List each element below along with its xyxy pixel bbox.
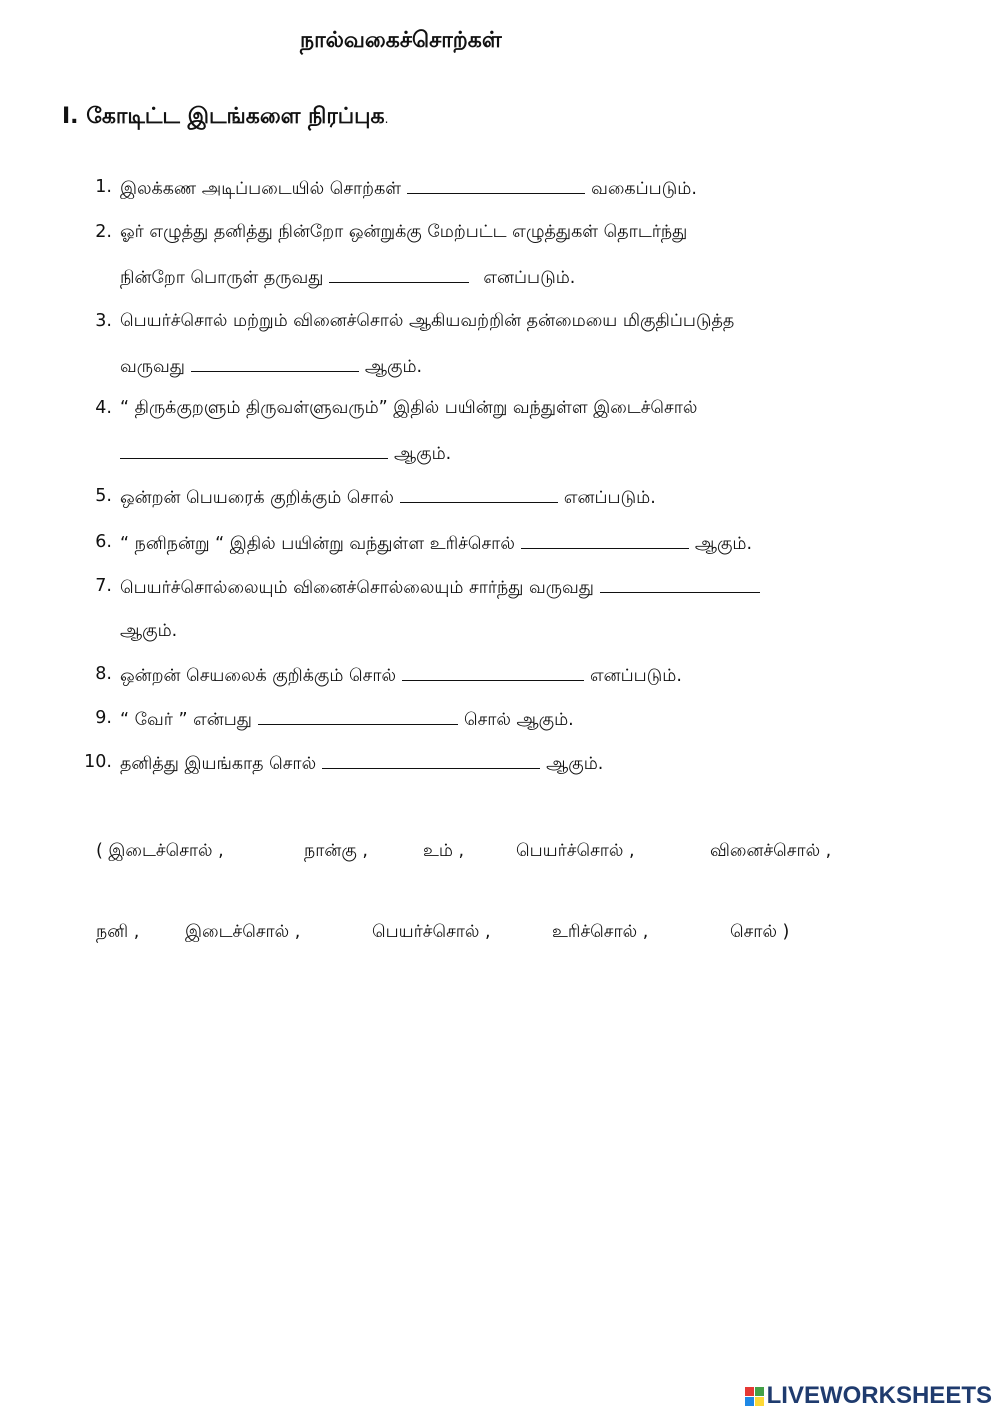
word-option: பெயர்ச்சொல் , bbox=[516, 841, 635, 861]
word-option: சொல் ) bbox=[730, 922, 790, 942]
question-text: ஆகும். bbox=[364, 357, 423, 377]
question-text: நின்றோ பொருள் தருவது bbox=[120, 268, 324, 288]
question-text: “ திருக்குறளும் திருவள்ளுவரும்” இதில் பயின்று வந்துள்ள இடைச்சொல் bbox=[120, 398, 698, 418]
word-option: உம் , bbox=[423, 841, 465, 861]
brand-name: LIVEWORKSHEETS bbox=[766, 1382, 992, 1409]
answer-blank-9[interactable] bbox=[258, 707, 458, 725]
liveworksheets-logo-icon bbox=[745, 1387, 764, 1406]
question-text: பெயர்ச்சொல் மற்றும் வினைச்சொல் ஆகியவற்றின் தன்மையை மிகுதிப்படுத்த bbox=[120, 311, 735, 331]
answer-blank-7[interactable] bbox=[600, 575, 760, 593]
question-text: பெயர்ச்சொல்லையும் வினைச்சொல்லையும் சார்ந்து வருவது bbox=[120, 578, 594, 598]
word-option: நான்கு , bbox=[304, 841, 368, 861]
question-number: 7. bbox=[95, 576, 112, 596]
answer-blank-10[interactable] bbox=[322, 751, 540, 769]
question-text: ஆகும். bbox=[120, 621, 178, 641]
question-number: 8. bbox=[95, 664, 112, 684]
question-text: எனப்படும். bbox=[483, 268, 576, 288]
question-number: 4. bbox=[95, 398, 112, 418]
question-text: “ வேர் ” என்பது bbox=[120, 710, 252, 730]
question-text: இலக்கண அடிப்படையில் சொற்கள் bbox=[120, 179, 402, 199]
question-text: ஓர் எழுத்து தனித்து நின்றோ ஒன்றுக்கு மேற்பட்ட எழுத்துகள் தொடர்ந்து bbox=[120, 222, 688, 242]
word-option: பெயர்ச்சொல் , bbox=[372, 922, 491, 942]
question-text: ஒன்றன் பெயரைக் குறிக்கும் சொல் bbox=[120, 488, 394, 508]
question-text: தனித்து இயங்காத சொல் bbox=[120, 754, 317, 774]
answer-blank-6[interactable] bbox=[521, 531, 689, 549]
question-text: “ நனிநன்று “ இதில் பயின்று வந்துள்ள உரிச்சொல் bbox=[120, 534, 515, 554]
word-option: ( இடைச்சொல் , bbox=[96, 841, 224, 861]
answer-blank-1[interactable] bbox=[407, 176, 585, 194]
question-number: 3. bbox=[95, 311, 112, 331]
question-text: ஆகும். bbox=[694, 534, 753, 554]
question-number: 10. bbox=[84, 752, 112, 772]
question-text: எனப்படும். bbox=[590, 666, 682, 686]
question-text: சொல் ஆகும். bbox=[463, 710, 574, 730]
question-number: 1. bbox=[95, 177, 112, 197]
question-text: ஆகும். bbox=[546, 754, 604, 774]
answer-blank-5[interactable] bbox=[400, 485, 558, 503]
word-option: நனி , bbox=[96, 922, 140, 942]
question-text: வகைப்படும். bbox=[591, 179, 697, 199]
answer-blank-3[interactable] bbox=[191, 354, 359, 372]
question-number: 5. bbox=[95, 486, 112, 506]
word-option: இடைச்சொல் , bbox=[185, 922, 301, 942]
section-heading-dot: . bbox=[384, 112, 389, 126]
question-number: 6. bbox=[95, 532, 112, 552]
answer-blank-2[interactable] bbox=[329, 265, 469, 283]
section-heading bbox=[62, 104, 388, 132]
question-number: 9. bbox=[95, 708, 112, 728]
answer-blank-4[interactable] bbox=[120, 441, 388, 459]
word-option: உரிச்சொல் , bbox=[552, 922, 649, 942]
question-number: 2. bbox=[95, 222, 112, 242]
word-option: வினைச்சொல் , bbox=[710, 841, 832, 861]
question-text: வருவது bbox=[120, 357, 185, 377]
question-text: ஒன்றன் செயலைக் குறிக்கும் சொல் bbox=[120, 666, 397, 686]
question-text: ஆகும். bbox=[394, 444, 452, 464]
answer-blank-8[interactable] bbox=[402, 663, 584, 681]
liveworksheets-logo bbox=[745, 1382, 992, 1410]
question-text: எனப்படும். bbox=[563, 488, 656, 508]
section-heading-text: I. கோடிட்ட இடங்களை நிரப்புக bbox=[62, 104, 385, 129]
worksheet-title: நால்வகைச்சொற்கள் bbox=[300, 28, 502, 53]
